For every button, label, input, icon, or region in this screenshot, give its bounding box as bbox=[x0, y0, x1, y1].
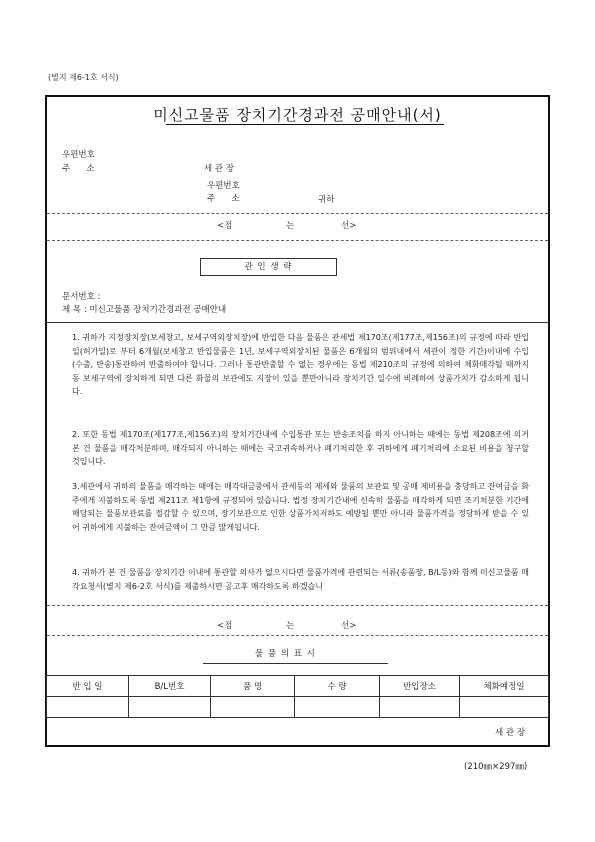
goods-title-underline bbox=[203, 663, 388, 664]
cut-line-top bbox=[47, 213, 548, 214]
cut-label-open-2: <점 bbox=[217, 621, 233, 631]
cut-label-open: <점 bbox=[217, 221, 233, 231]
recipient-address-label: 주 소 bbox=[207, 194, 240, 204]
notice-paragraph-2: 2. 또한 동법 제170조(제177조,제156조)의 장치기간내에 수입통관 또는 반송조치를 하지 아니하는 때에는 동법 제208조에 의거 본 건 물품을 매각처분하며, 매각되지 아니하는 때에는 국고귀속하거나 폐기처리한 후 귀하에게 폐기처리에 소요된 비용을 청구할 것입니다. bbox=[72, 430, 529, 466]
paper-size-note: (210㎜×297㎜) bbox=[464, 762, 528, 772]
document-number-label: 문서번호 : bbox=[62, 292, 101, 302]
recipient-honorific: 귀하 bbox=[318, 195, 335, 205]
goods-table-header-row bbox=[47, 676, 549, 697]
header-item-name: 품 명 bbox=[211, 676, 295, 697]
notice-paragraph-1: 1. 귀하가 지정장치장(보세창고, 보세구역외장치장)에 반입한 다음 물품은 관세법 제170조(제177조,제156조)의 규정에 따라 반입일(허가일)로 부터 6개월(보세창고 반입물품은 1년, 보세구역외장치된 물품은 6개월의 범위내에서 세관이 정한 기간)이내에 수입(수출, 반송)통관하여 반출하여야 합니다. 그러나 통관반출할 수 없는 경우에는 동법 제210조의 규정에 의하여 체화매각될 때까지 동 보세구역에 장치하게 되면 다른 화물의 보관에도 지장이 있을 뿐만아니라 장치기간 일수에 비례하여 상품가치가 감소하게 됩니다. bbox=[72, 333, 529, 396]
goods-display-title: 물 품 의 표 시 bbox=[255, 649, 316, 659]
page-title: 미신고물품 장치기간경과전 공매안내(서) bbox=[153, 106, 442, 124]
cut-line-lower-bottom bbox=[47, 635, 548, 636]
office-signature: 세 관 장 bbox=[495, 728, 526, 738]
cut-label-close: 선> bbox=[341, 221, 357, 231]
title-underline bbox=[166, 124, 444, 125]
cut-label-mid-2: 는 bbox=[286, 621, 295, 631]
cut-label-mid: 는 bbox=[286, 221, 295, 231]
cell-import-date bbox=[47, 697, 129, 718]
header-bl-number: B/L번호 bbox=[129, 676, 211, 697]
notice-paragraph-4: 4. 귀하가 본 건 물품을 장치기간 이내에 통관할 의사가 없으시다면 물품가격에 관련되는 서류(송품장, B/L등)와 함께 미신고물품 매각요청서(별지 제6-2호 서식)를 제출하시면 공고후 매각하도록 하겠습니 bbox=[72, 568, 529, 591]
section-divider bbox=[47, 322, 548, 323]
header-disposal-date: 체화예정일 bbox=[460, 676, 549, 697]
sender-zip-label: 우편번호 bbox=[62, 150, 95, 160]
form-number-label: (별지 제6-1호 서식) bbox=[48, 73, 119, 82]
header-import-date: 반 입 일 bbox=[47, 676, 129, 697]
header-quantity: 수 량 bbox=[295, 676, 380, 697]
recipient-zip-label: 우편번호 bbox=[207, 181, 240, 191]
header-storage-place: 반입장소 bbox=[380, 676, 460, 697]
table-row bbox=[47, 697, 549, 718]
cell-bl-number bbox=[129, 697, 211, 718]
goods-table bbox=[46, 675, 549, 718]
cut-line-bottom bbox=[47, 240, 548, 241]
notice-paragraph-3: 3.세관에서 귀하의 물품을 매각하는 때에는 매각대금중에서 관세등의 제세와 물품의 보관료 및 공매 제비용을 충당하고 잔여금을 화주에게 지불하도록 동법 제211조 제1항에 규정되어 있습니다. 법정 장치기간내에 신속히 물품을 매각하게 되면 조기처분한 기간에 해당되는 물품보관료를 절감할 수 있으며, 장기보관으로 인한 상품가치저하도 예방될 뿐만 아니라 물품가격을 정당하게 받을 수 있어 귀하에게 지불하는 잔여금액이 그 만큼 많게됩니다. bbox=[72, 482, 529, 532]
cell-quantity bbox=[295, 697, 380, 718]
cut-label-close-2: 선> bbox=[341, 621, 357, 631]
cell-disposal-date bbox=[460, 697, 549, 718]
cell-storage-place bbox=[380, 697, 460, 718]
seal-omitted-box: 관 인 생 략 bbox=[200, 258, 337, 276]
subject-line: 제 목 : 미신고물품 장치기간경과전 공매안내 bbox=[62, 305, 227, 315]
recipient-office-label: 세 관 장 bbox=[204, 164, 235, 174]
sender-address-label: 주 소 bbox=[62, 164, 95, 174]
cell-item-name bbox=[211, 697, 295, 718]
cut-line-lower-top bbox=[47, 605, 548, 606]
